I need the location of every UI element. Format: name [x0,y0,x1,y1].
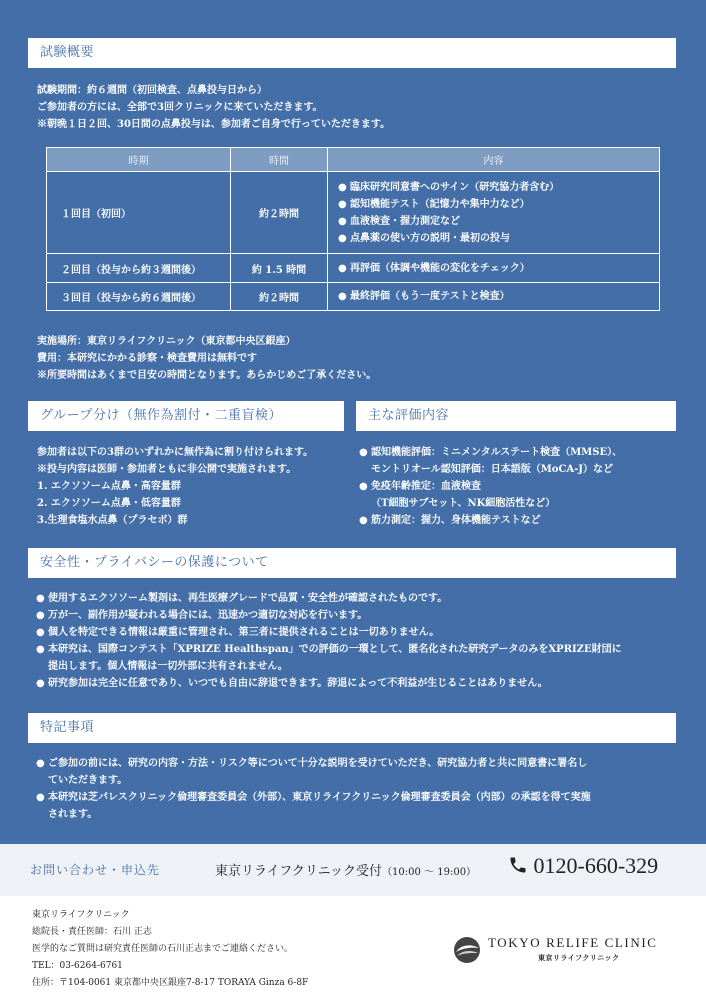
list-item: ● 筋力測定：握力、身体機能テストなど [359,515,541,526]
list-item: されます。 [48,809,98,820]
overview-heading: 試験概要 [28,38,676,68]
logo-sub: 東京リライフクリニック [538,954,620,962]
col-header-time: 時間 [231,148,328,172]
cell-time: 約 1.5 時間 [231,254,328,283]
clinic-director: 総院長・責任医師：石川 正志 [32,927,152,937]
list-item: ていただきます。 [48,775,128,786]
table-row [47,172,660,254]
col-header-period: 時期 [47,148,231,172]
list-item: ● 本研究は芝パレスクリニック倫理審査委員会（外部）、東京リライフクリニック倫理審査委員会（内部）の承認を得て実施 [36,792,591,803]
list-item: ● ご参加の前には、研究の内容・方法・リスク等について十分な説明を受けていただき、研究協力者と共に同意書に署名し [36,758,588,769]
safety-text [36,590,622,692]
cell-content [328,254,660,283]
phone-icon [508,854,528,876]
cell-time: 約２時間 [231,283,328,311]
clinic-address: 住所：〒104-0061 東京都中央区銀座7-8-17 TORAYA Ginza 6-8F [32,978,309,988]
list-item: ● 認知機能評価：ミニメンタルステート検査（MMSE）、 [359,447,623,458]
reception-hours: （10:00 ～ 19:00） [382,867,477,878]
list-item: ● 血液検査・握力測定など [338,215,460,227]
list-item: ● 点鼻薬の使い方の説明・最初の投与 [338,232,510,244]
cell-content [328,172,660,254]
reception-name: 東京リライフクリニック受付 [215,864,383,879]
grouping-line: 参加者は以下の3群のいずれかに無作為に割り付けられます。 [37,447,314,458]
cell-content [328,283,660,311]
list-item: ● 使用するエクソソーム製剤は、再生医療グレードで品質・安全性が確認されたものです。 [36,593,448,604]
grouping-heading: グループ分け（無作為割付・二重盲検） [28,401,344,431]
table-row [47,254,660,283]
clinic-tel: TEL：03-6264-6761 [32,961,123,971]
contact-bar [0,844,706,896]
evaluation-heading: 主な評価内容 [356,401,676,431]
list-item: ● 認知機能テスト（記憶力や集中力など） [338,198,530,210]
grouping-text [37,444,313,529]
cell-period: １回目（初回） [47,172,231,254]
note-line: 実施場所：東京リライフクリニック（東京都中央区銀座） [37,336,296,347]
overview-line: ご参加者の方には、全部で3回クリニックに来ていただきます。 [37,102,323,113]
contact-phone[interactable] [508,853,658,879]
cell-period: ３回目（投与から約６週間後） [47,283,231,311]
list-item: ● 本研究は、国際コンテスト「XPRIZE Healthspan」での評価の一環として、匿名化された研究データのみをXPRIZE財団に [36,644,622,655]
clinic-info [32,907,308,992]
table-header-row [47,148,660,172]
schedule-table [46,147,660,311]
list-item: 提出します。個人情報は一切外部に共有されません。 [48,661,288,672]
overview-line: 試験期間：約６週間（初回検査、点鼻投与日から） [37,85,267,96]
list-item: ● 最終評価（もう一度テストと検査） [338,291,510,302]
cell-time: 約２時間 [231,172,328,254]
grouping-line: ※投与内容は医師・参加者ともに非公開で実施されます。 [37,464,297,475]
list-item: ● 万が一、副作用が疑われる場合には、迅速かつ適切な対応を行います。 [36,610,368,621]
logo-name: TOKYO RELIFE CLINIC [488,935,658,950]
phone-number: 0120-660-329 [533,853,659,878]
contact-label: お問い合わせ・申込先 [30,863,161,877]
evaluation-text [359,444,622,529]
table-row [47,283,660,311]
overview-text [37,82,390,133]
contact-reception [215,860,476,879]
note-line: ※所要時間はあくまで目安の時間となります。あらかじめご了承ください。 [37,370,377,381]
list-item: ● 個人を特定できる情報は厳重に管理され、第三者に提供されることは一切ありません。 [36,627,440,638]
clinic-inquiry: 医学的なご質問は研究責任医師の石川正志までご連絡ください。 [32,944,294,954]
overview-notes [37,333,376,384]
note-line: 費用：本研究にかかる診察・検査費用は無料です [37,353,257,364]
list-item: （T細胞サブセット、NK細胞活性など） [371,498,556,509]
special-text [36,755,591,823]
grouping-line: 2. エクソソーム点鼻・低容量群 [37,498,181,509]
clinic-name: 東京リライフクリニック [32,910,130,920]
clinic-logo [452,933,682,969]
cell-period: ２回目（投与から約３週間後） [47,254,231,283]
list-item: ● 研究参加は完全に任意であり、いつでも自由に辞退できます。辞退によって不利益が生じることはありません。 [36,678,548,689]
safety-heading: 安全性・プライバシーの保護について [28,548,676,578]
list-item: モントリオール認知評価：日本語版（MoCA-J）など [371,464,614,475]
grouping-line: 1. エクソソーム点鼻・高容量群 [37,481,181,492]
grouping-line: 3.生理食塩水点鼻（プラセボ）群 [37,515,188,526]
special-heading: 特記事項 [28,713,676,743]
logo-mark-icon [452,935,482,965]
list-item: ● 臨床研究同意書へのサイン（研究協力者含む） [338,181,560,193]
col-header-content: 内容 [328,148,660,172]
overview-line: ※朝晩１日２回、30日間の点鼻投与は、参加者ご自身で行っていただきます。 [37,119,391,130]
list-item: ● 再評価（体調や機能の変化をチェック） [338,262,530,274]
list-item: ● 免疫年齢推定：血液検査 [359,481,481,492]
